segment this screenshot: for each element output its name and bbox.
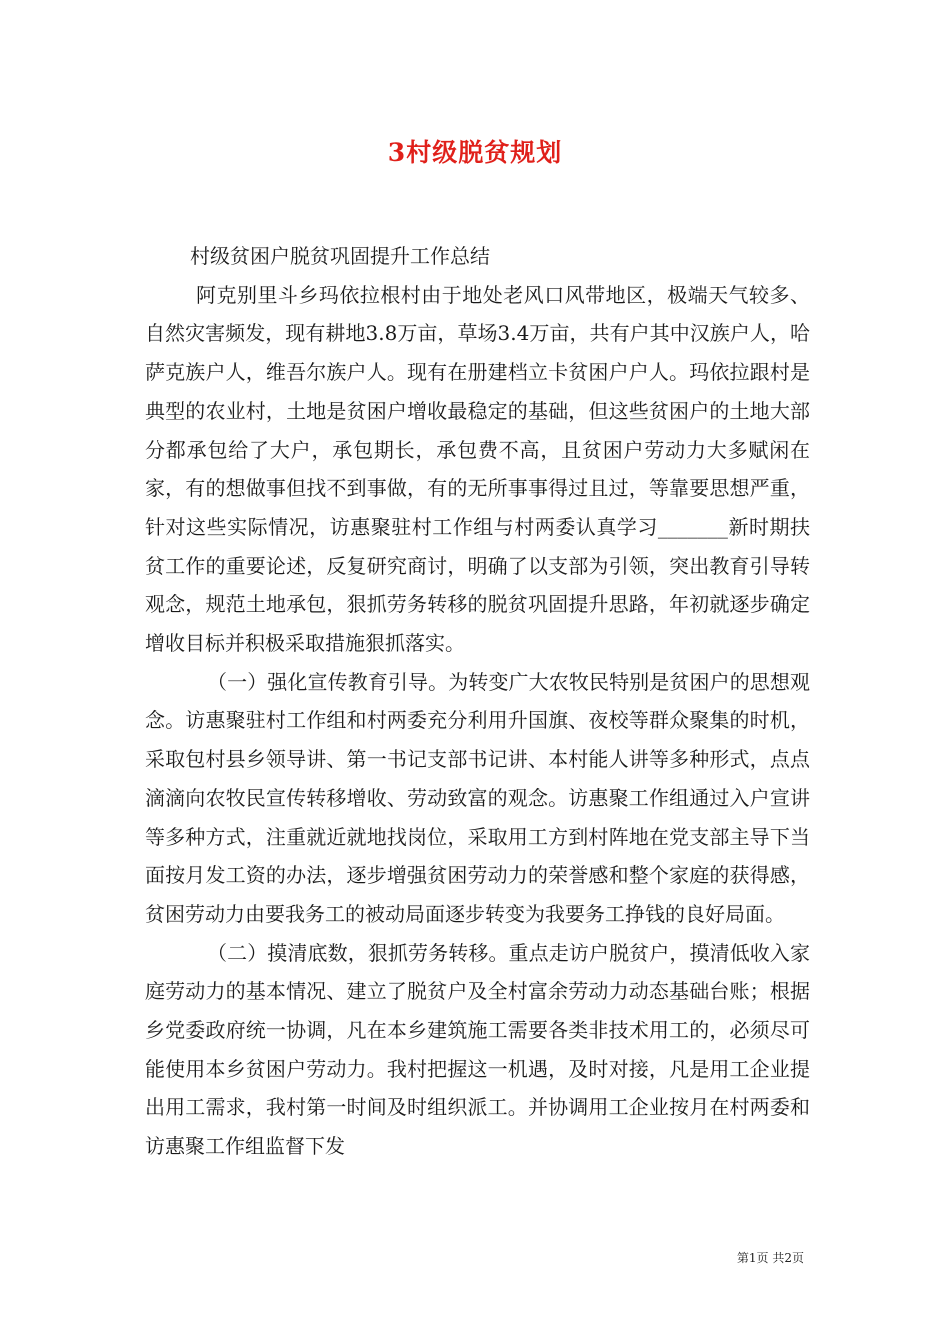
- total-page-number: 2: [784, 1251, 792, 1265]
- paragraph-intro: 阿克别里斗乡玛依拉根村由于地处老风口风带地区，极端天气较多、自然灾害频发，现有耕地3.8万亩，草场3.4万亩，共有户其中汉族户人，哈萨克族户人，维吾尔族户人。现有在册建档立卡贫困户户人。玛依拉跟村是典型的农业村，土地是贫困户增收最稳定的基础，但这些贫困户的土地大部分都承包给了大户，承包期长，承包费不高，且贫困户劳动力大多赋闲在家，有的想做事但找不到事做，有的无所事事得过且过，等靠要思想严重，针对这些实际情况，访惠聚驻村工作组与村两委认真学习_______新时期扶贫工作的重要论述，反复研究商讨，明确了以支部为引领，突出教育引导转观念，规范土地承包，狠抓劳务转移的脱贫巩固提升思路，年初就逐步确定增收目标并积极采取措施狠抓落实。: [145, 282, 810, 656]
- document-body: [145, 237, 810, 1166]
- current-page-number: 1: [748, 1251, 757, 1265]
- page-number-footer: [737, 1249, 804, 1266]
- paragraph-section-1: （一）强化宣传教育引导。为转变广大农牧民特别是贫困户的思想观念。访惠聚驻村工作组和村两委充分利用升国旗、夜校等群众聚集的时机，采取包村县乡领导讲、第一书记支部书记讲、本村能人讲等多种形式，点点滴滴向农牧民宣传转移增收、劳动致富的观念。访惠聚工作组通过入户宣讲等多种方式，注重就近就地找岗位，采取用工方到村阵地在党支部主导下当面按月发工资的办法，逐步增强贫困劳动力的荣誉感和整个家庭的获得感，贫困劳动力由要我务工的被动局面逐步转变为我要务工挣钱的良好局面。: [145, 669, 810, 926]
- document-title: 3村级脱贫规划: [387, 138, 563, 167]
- footer-prefix: 第: [736, 1251, 749, 1265]
- paragraph-section-2: （二）摸清底数，狠抓劳务转移。重点走访户脱贫户，摸清低收入家庭劳动力的基本情况、建立了脱贫户及全村富余劳动力动态基础台账；根据乡党委政府统一协调，凡在本乡建筑施工需要各类非技术用工的，必须尽可能使用本乡贫困户劳动力。我村把握这一机遇，及时对接，凡是用工企业提出用工需求，我村第一时间及时组织派工。并协调用工企业按月在村两委和访惠聚工作组监督下发: [145, 940, 810, 1159]
- document-subtitle: 村级贫困户脱贫巩固提升工作总结: [190, 244, 490, 268]
- footer-middle: 页 共: [756, 1251, 785, 1265]
- footer-suffix: 页: [791, 1251, 804, 1265]
